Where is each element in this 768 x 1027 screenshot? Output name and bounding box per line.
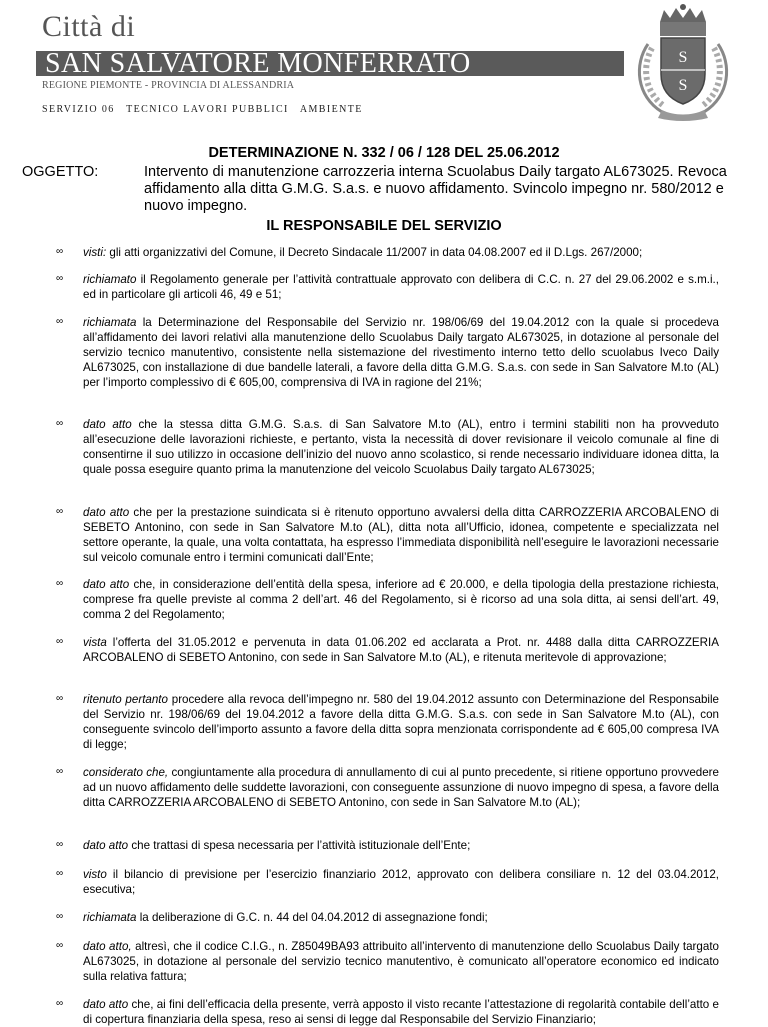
item-lead: vista — [83, 636, 107, 649]
item-lead: dato atto — [83, 506, 130, 519]
bullet-icon: ∞ — [56, 578, 64, 589]
item-body: il bilancio di previsione per l’esercizio finanziario 2012, approvato con delibera consiliare n. 12 del 03.04.2012, esecutiva; — [83, 868, 719, 896]
item-body: la Determinazione del Responsabile del Servizio nr. 198/06/69 del 19.04.2012 con la quale si procedeva all’affidamento dei lavori relativi alla manutenzione dello Scuolabus Daily targato AL673025, in dotazione al personale del servizio tecnico manutentivo, consistente nella sistemazione del rivestimento interno tetto dello scuolabus Iveco Daily AL673025, con installazione di due bandelle laterali, a favore della ditta G.M.G. S.a.s. con sede in San Salvatore M.to (AL) per l’importo complessivo di € 605,00, comprensiva di IVA in ragione del 21%; — [83, 316, 719, 389]
bullet-icon: ∞ — [56, 636, 64, 647]
bullet-icon: ∞ — [56, 418, 64, 429]
item-text — [83, 939, 719, 984]
item-lead: dato atto — [83, 578, 130, 591]
item-text — [83, 765, 719, 810]
item-lead: dato atto — [83, 839, 129, 852]
bullet-icon: ∞ — [56, 839, 64, 850]
city-prefix: Città di — [42, 10, 136, 43]
item-text — [83, 838, 719, 853]
item-lead: ritenuto pertanto — [83, 693, 168, 706]
item-body: altresì, che il codice C.I.G., n. Z85049BA93 attribuito all’intervento di manutenzione dello Scuolabus Daily targato AL673025, in dotazione al personale del servizio tecnico manutentivo, è comunicato all’operatore economico ed indicato sulla relativa fattura; — [83, 940, 719, 983]
service-label: SERVIZIO 06 TECNICO LAVORI PUBBLICI AMBIENTE — [42, 104, 363, 115]
city-name: SAN SALVATORE MONFERRATO — [45, 48, 471, 79]
bullet-icon: ∞ — [56, 506, 64, 517]
item-text — [83, 692, 719, 752]
item-text — [83, 505, 719, 565]
item-body: il Regolamento generale per l’attività contrattuale approvato con delibera di C.C. n. 27 del 29.06.2002 e s.m.i., ed in particolare gli articoli 46, 49 e 51; — [83, 273, 719, 301]
item-text — [83, 315, 719, 390]
region-label: REGIONE PIEMONTE - PROVINCIA DI ALESSANDRIA — [42, 80, 295, 91]
item-body: che la stessa ditta G.M.G. S.a.s. di San Salvatore M.to (AL), entro i termini stabiliti non ha provveduto all’esecuzione delle lavorazioni richieste, e pertanto, vista la necessità di dover revisionare il veicolo comunale al fine di consentirne il suo utilizzo in occasione dell’inizio del nuovo anno scolastico, si rende necessario individuare idonea ditta, la quale possa eseguire quanto prima la manutenzione del veicolo Scuolabus Daily targato AL673025; — [83, 418, 720, 476]
item-body: la deliberazione di G.C. n. 44 del 04.04.2012 di assegnazione fondi; — [136, 911, 488, 924]
item-lead: dato atto, — [83, 940, 132, 953]
bullet-icon: ∞ — [56, 246, 64, 257]
bullet-icon: ∞ — [56, 998, 64, 1009]
item-lead: richiamato — [83, 273, 137, 286]
bullet-icon: ∞ — [56, 766, 64, 777]
item-body: che trattasi di spesa necessaria per l’attività istituzionale dell’Ente; — [128, 839, 471, 852]
item-text — [83, 867, 719, 897]
item-text — [83, 997, 719, 1027]
item-lead: dato atto — [83, 998, 129, 1011]
crest-initial-top: S — [678, 49, 688, 66]
bullet-icon: ∞ — [56, 316, 64, 327]
item-body: che, in considerazione dell’entità della spesa, inferiore ad € 20.000, e della tipologia della prestazione richiesta, comprese fra quelle previste al comma 2 dell’art. 46 del Regolamento, si è ricorso ad una sola ditta, ai sensi dell’art. 49, comma 2 del Regolamento; — [83, 578, 720, 621]
item-body: l’offerta del 31.05.2012 e pervenuta in data 01.06.202 ed acclarata a Prot. nr. 4488 dalla ditta CARROZZERIA ARCOBALENO di SEBETO Antonino, con sede in San Salvatore M.to (AL), e ritenuta meritevole di approvazione; — [83, 636, 719, 664]
item-lead: richiamata — [83, 316, 137, 329]
item-lead: visti: — [83, 246, 107, 259]
subject-text: Intervento di manutenzione carrozzeria interna Scuolabus Daily targato AL673025. Revoca affidamento alla ditta G.M.G. S.a.s. e nuovo affidamento. Svincolo impegno nr. 580/2012 e nuovo impegno. — [144, 164, 727, 214]
item-lead: visto — [83, 868, 107, 881]
item-body: che per la prestazione suindicata si è ritenuto opportuno avvalersi della ditta CARROZZERIA ARCOBALENO di SEBETO Antonino, con sede in San Salvatore M.to (AL), ditta nota all’Ufficio, idonea, competente e specializzata nel settore operante, la quale, una volta contattata, ha espresso l’immediata disponibilità nell’eseguire le lavorazioni necessarie sul veicolo comunale entro i termini comunicati dall’Ente; — [83, 506, 719, 564]
item-text — [83, 577, 719, 622]
item-text — [83, 910, 719, 925]
item-text — [83, 272, 719, 302]
bullet-icon: ∞ — [56, 911, 64, 922]
crest-initial-bottom: S — [678, 77, 688, 94]
item-body: che, ai fini dell’efficacia della presente, verrà apposto il visto recante l’attestazione di regolarità contabile dell’atto e di copertura finanziaria della spesa, reso ai sensi di legge dal Responsabile del Servizio Finanziario; — [83, 998, 719, 1026]
determination-title: DETERMINAZIONE N. 332 / 06 / 128 DEL 25.06.2012 — [208, 145, 560, 161]
item-lead: richiamata — [83, 911, 137, 924]
item-text — [83, 417, 719, 477]
item-lead: dato atto — [83, 418, 132, 431]
coat-of-arms-icon — [628, 4, 738, 122]
section-heading: IL RESPONSABILE DEL SERVIZIO — [266, 218, 502, 234]
item-body: gli atti organizzativi del Comune, il Decreto Sindacale 11/2007 in data 04.08.2007 ed il D.Lgs. 267/2000; — [106, 246, 643, 259]
subject-label: OGGETTO: — [22, 164, 99, 180]
bullet-icon: ∞ — [56, 868, 64, 879]
item-text — [83, 635, 719, 665]
item-lead: considerato che, — [83, 766, 169, 779]
bullet-icon: ∞ — [56, 693, 64, 704]
item-text — [83, 245, 719, 260]
item-body: procedere alla revoca dell’impegno nr. 580 del 19.04.2012 assunto con Determinazione del Responsabile del Servizio nr. 198/06/69 del 19.04.2012 a favore della ditta G.M.G. S.a.s. con sede in San Salvatore M.to (AL), con conseguente svincolo dell’importo assunto a favore della ditta sopra menzionata corrispondente ad € 605,00 compresa IVA di legge; — [83, 693, 719, 751]
bullet-icon: ∞ — [56, 940, 64, 951]
letterhead — [0, 0, 768, 115]
bullet-icon: ∞ — [56, 273, 64, 284]
city-name-banner — [36, 48, 624, 79]
item-body: congiuntamente alla procedura di annullamento di cui al punto precedente, si ritiene opportuno provvedere ad un nuovo affidamento delle suddette lavorazioni, con conseguente assunzione di nuovo impegno di spesa, a favore della ditta CARROZZERIA ARCOBALENO di SEBETO Antonino, con sede in San Salvatore M.to (AL); — [83, 766, 719, 809]
